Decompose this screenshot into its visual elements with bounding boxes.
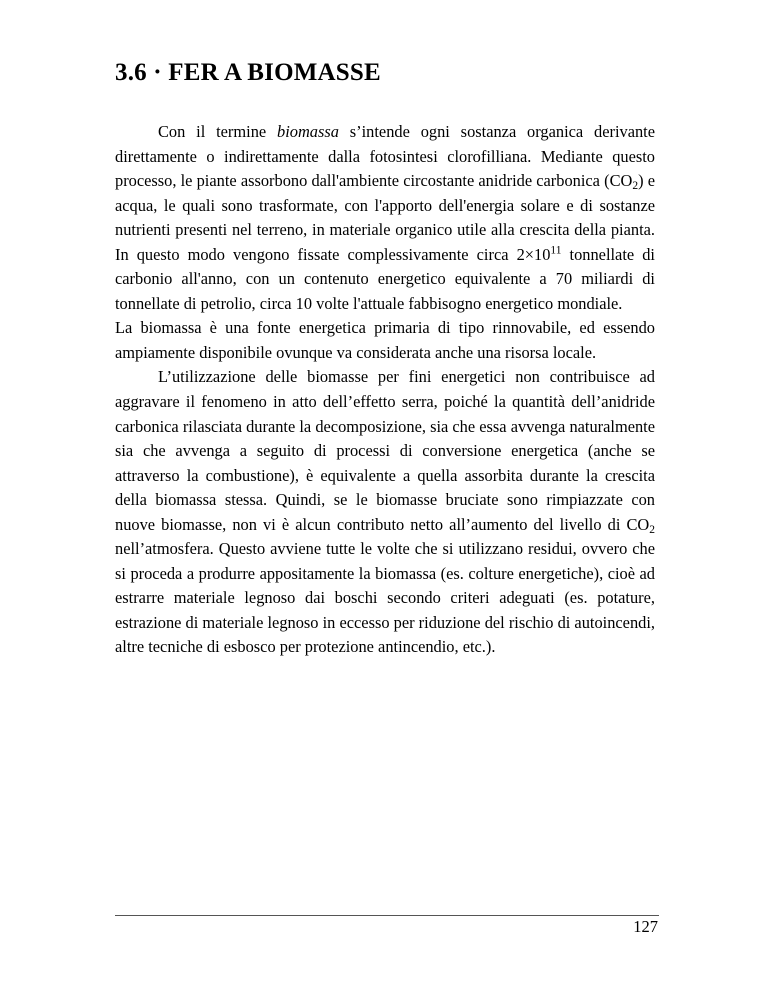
text-run: Con il termine xyxy=(158,122,278,141)
paragraph-definition xyxy=(115,120,655,316)
text-run: tonnellate di carbonio all'anno, con un contenuto energetico equivalente a 70 miliardi di tonnellate di petrolio, circa 10 volte l'attuale fabbisogno energetico mondiale. xyxy=(115,244,655,313)
footer-divider xyxy=(115,915,659,916)
page-number: 127 xyxy=(633,917,658,936)
text-run: ) e acqua, le quali sono trasformate, con l'apporto dell'energia solare e di sostanze nutrienti presenti nel terreno, in materiale organico utile alla crescita della pianta. In questo modo vengono fissate complessivamente circa 2×10 xyxy=(115,171,655,264)
paragraph-greenhouse xyxy=(115,365,655,660)
subscript: 2 xyxy=(632,179,639,192)
text-run: s’intende ogni sostanza organica derivante direttamente o indirettamente dalla fotosintesi clorofilliana. Mediante questo processo, le piante assorbono dall'ambiente circostante anidride carbonica (CO xyxy=(115,122,655,191)
superscript: 11 xyxy=(550,244,562,257)
text-run: L’utilizzazione delle biomasse per fini energetici non contribuisce ad aggravare il fenomeno in atto dell’effetto serra, poiché la quantità dell’anidride carbonica rilasciata durante la decomposizione, sia che essa avvenga naturalmente sia che avvenga a seguito di processi di conversione energetica (anche se attraverso la combustione), è equivalente a quella assorbita durante la crescita della biomassa stessa. Quindi, se le biomasse bruciate sono rimpiazzate con nuove biomasse, non vi è alcun contributo netto all’aumento del livello di CO xyxy=(115,367,655,534)
body-text xyxy=(115,120,655,660)
subscript: 2 xyxy=(649,523,655,536)
section-heading: 3.6 · FER A BIOMASSE xyxy=(115,59,381,86)
paragraph-renewable: La biomassa è una fonte energetica primaria di tipo rinnovabile, ed essendo ampiamente disponibile ovunque va considerata anche una risorsa locale. xyxy=(115,318,655,362)
term-biomassa: biomassa xyxy=(277,122,339,141)
text-run: nell’atmosfera. Questo avviene tutte le volte che si utilizzano residui, ovvero che si proceda a produrre appositamente la biomassa (es. colture energetiche), cioè ad estrarre materiale legnoso dai boschi secondo criteri adeguati (es. potature, estrazione di materiale legnoso in eccesso per riduzione del rischio di autoincendi, altre tecniche di esbosco per protezione antincendio, etc.). xyxy=(115,539,655,657)
